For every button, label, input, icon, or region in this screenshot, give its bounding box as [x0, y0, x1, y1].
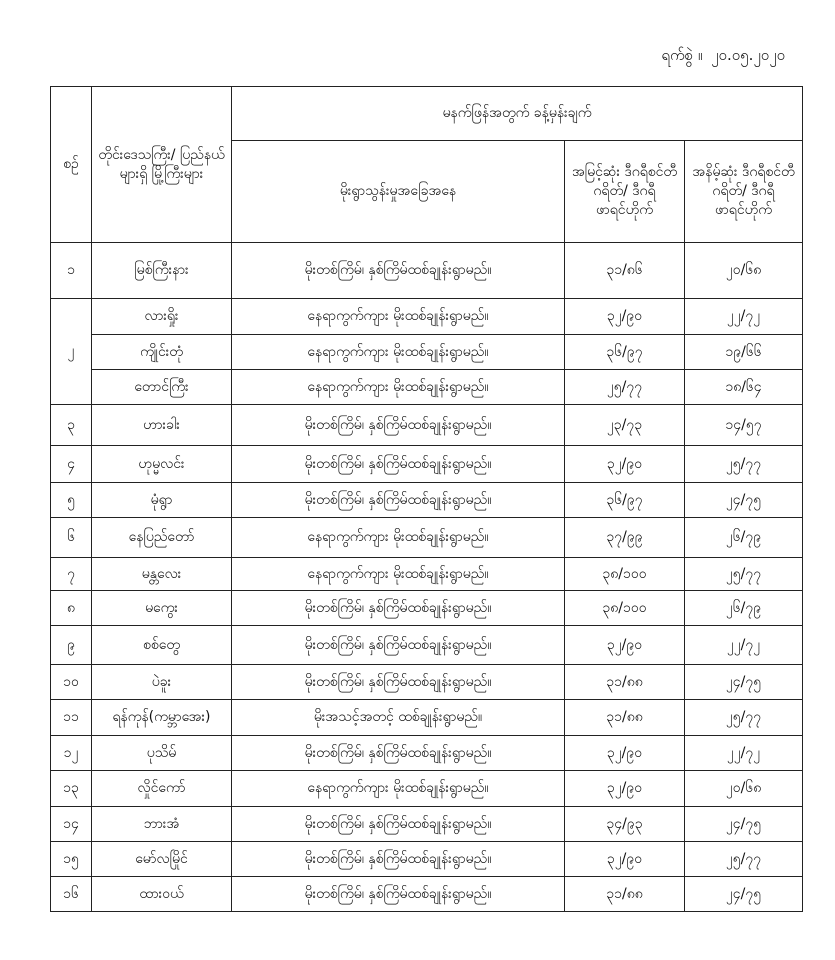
cell-city: ပဲခူး: [92, 665, 232, 700]
cell-min-temp: ၂၂/၇၂: [685, 736, 803, 771]
cell-city: တောင်ကြီး: [92, 370, 232, 405]
table-row: [51, 370, 803, 405]
cell-condition: မိုးတစ်ကြိမ်၊ နှစ်ကြိမ်ထစ်ချုန်းရွာမည်။: [232, 446, 565, 483]
cell-max-temp: ၃၄/၉၃: [565, 807, 685, 842]
cell-no: ၁၄: [51, 807, 92, 842]
table-row: [51, 299, 803, 335]
cell-condition: မိုးတစ်ကြိမ်၊ နှစ်ကြိမ်ထစ်ချုန်းရွာမည်။: [232, 842, 565, 877]
cell-condition: နေရာကွက်ကျား မိုးထစ်ချုန်းရွာမည်။: [232, 558, 565, 591]
table-row: [51, 877, 803, 912]
cell-min-temp: ၂၅/၇၇: [685, 842, 803, 877]
header-condition: မိုးရွာသွန်းမှုအခြေအနေ: [232, 141, 565, 243]
table-row: [51, 736, 803, 771]
cell-no: ၁၁: [51, 700, 92, 736]
cell-city: ဘားအံ: [92, 807, 232, 842]
cell-city: မကွေး: [92, 591, 232, 626]
cell-no: ၂: [51, 299, 92, 405]
cell-city: ထားဝယ်: [92, 877, 232, 912]
cell-max-temp: ၃၈/၁၀၀: [565, 591, 685, 626]
cell-city: နေပြည်တော်: [92, 518, 232, 558]
header-no: စဉ်: [51, 87, 92, 243]
cell-max-temp: ၃၁/၈၈: [565, 877, 685, 912]
cell-no: ၄: [51, 446, 92, 483]
cell-max-temp: ၃၇/၉၉: [565, 518, 685, 558]
cell-no: ၁၆: [51, 877, 92, 912]
cell-min-temp: ၂၄/၇၅: [685, 483, 803, 518]
cell-condition: နေရာကွက်ကျား မိုးထစ်ချုန်းရွာမည်။: [232, 771, 565, 807]
cell-max-temp: ၃၂/၉၀: [565, 736, 685, 771]
cell-max-temp: ၃၁/၈၈: [565, 665, 685, 700]
cell-condition: မိုးတစ်ကြိမ်၊ နှစ်ကြိမ်ထစ်ချုန်းရွာမည်။: [232, 243, 565, 299]
header-region: တိုင်းဒေသကြီး/ ပြည်နယ်များရှိ မြို့ကြီးများ: [92, 87, 232, 243]
cell-condition: နေရာကွက်ကျား မိုးထစ်ချုန်းရွာမည်။: [232, 335, 565, 370]
table-header: [51, 87, 803, 243]
cell-max-temp: ၃၁/၈၆: [565, 243, 685, 299]
cell-condition: မိုးတစ်ကြိမ်၊ နှစ်ကြိမ်ထစ်ချုန်းရွာမည်။: [232, 591, 565, 626]
table-body: [51, 243, 803, 912]
cell-max-temp: ၃၈/၁၀၀: [565, 558, 685, 591]
cell-no: ၉: [51, 626, 92, 665]
cell-condition: မိုးတစ်ကြိမ်၊ နှစ်ကြိမ်ထစ်ချုန်းရွာမည်။: [232, 665, 565, 700]
table-row: [51, 335, 803, 370]
cell-min-temp: ၂၄/၇၅: [685, 807, 803, 842]
cell-max-temp: ၃၂/၉၀: [565, 446, 685, 483]
cell-condition: နေရာကွက်ကျား မိုးထစ်ချုန်းရွာမည်။: [232, 370, 565, 405]
cell-max-temp: ၃၆/၉၇: [565, 483, 685, 518]
cell-no: ၁၃: [51, 771, 92, 807]
date-value: ၂၀.၀၅.၂၀၂၀: [711, 46, 785, 64]
cell-no: ၁၀: [51, 665, 92, 700]
cell-no: ၆: [51, 518, 92, 558]
cell-max-temp: ၃၂/၉၀: [565, 299, 685, 335]
table-row: [51, 665, 803, 700]
cell-min-temp: ၂၅/၇၇: [685, 700, 803, 736]
cell-city: မန္တလေး: [92, 558, 232, 591]
cell-city: ကျိုင်းတုံ: [92, 335, 232, 370]
cell-city: မော်လမြိုင်: [92, 842, 232, 877]
cell-no: ၁၅: [51, 842, 92, 877]
table-row: [51, 558, 803, 591]
cell-no: ၁၂: [51, 736, 92, 771]
cell-city: မုံရွာ: [92, 483, 232, 518]
table-row: [51, 446, 803, 483]
cell-condition: မိုးတစ်ကြိမ်၊ နှစ်ကြိမ်ထစ်ချုန်းရွာမည်။: [232, 483, 565, 518]
cell-no: ၁: [51, 243, 92, 299]
table-row: [51, 807, 803, 842]
cell-condition: မိုးတစ်ကြိမ်၊ နှစ်ကြိမ်ထစ်ချုန်းရွာမည်။: [232, 626, 565, 665]
table-row: [51, 591, 803, 626]
cell-condition: နေရာကွက်ကျား မိုးထစ်ချုန်းရွာမည်။: [232, 299, 565, 335]
cell-min-temp: ၂၄/၇၅: [685, 877, 803, 912]
cell-max-temp: ၃၂/၉၀: [565, 842, 685, 877]
cell-condition: မိုးတစ်ကြိမ်၊ နှစ်ကြိမ်ထစ်ချုန်းရွာမည်။: [232, 405, 565, 446]
cell-city: ပုသိမ်: [92, 736, 232, 771]
cell-max-temp: ၂၅/၇၇: [565, 370, 685, 405]
date-label: ရက်စွဲ ။: [661, 46, 703, 64]
cell-city: ရန်ကုန်(ကမ္ဘာအေး): [92, 700, 232, 736]
cell-no: ၇: [51, 558, 92, 591]
cell-city: မြစ်ကြီးနား: [92, 243, 232, 299]
table-row: [51, 626, 803, 665]
cell-min-temp: ၂၆/၇၉: [685, 518, 803, 558]
header-max-temp: အမြင့်ဆုံး ဒီဂရီစင်တီဂရိတ်/ ဒီဂရီဖာရင်ဟိုက်: [565, 141, 685, 243]
cell-condition: မိုးအသင့်အတင့် ထစ်ချုန်းရွာမည်။: [232, 700, 565, 736]
cell-min-temp: ၂၂/၇၂: [685, 299, 803, 335]
table-row: [51, 405, 803, 446]
cell-condition: နေရာကွက်ကျား မိုးထစ်ချုန်းရွာမည်။: [232, 518, 565, 558]
forecast-table: [50, 86, 803, 912]
cell-city: ဟားခါး: [92, 405, 232, 446]
cell-min-temp: ၂၀/၆၈: [685, 243, 803, 299]
date-line: [657, 46, 785, 68]
cell-min-temp: ၁၈/၆၄: [685, 370, 803, 405]
cell-min-temp: ၂၂/၇၂: [685, 626, 803, 665]
cell-city: လှိုင်ကော်: [92, 771, 232, 807]
cell-max-temp: ၃၂/၉၀: [565, 626, 685, 665]
cell-city: စစ်တွေ: [92, 626, 232, 665]
cell-condition: မိုးတစ်ကြိမ်၊ နှစ်ကြိမ်ထစ်ချုန်းရွာမည်။: [232, 807, 565, 842]
cell-no: ၈: [51, 591, 92, 626]
cell-max-temp: ၃၆/၉၇: [565, 335, 685, 370]
cell-min-temp: ၂၄/၇၅: [685, 665, 803, 700]
table-row: [51, 771, 803, 807]
cell-condition: မိုးတစ်ကြိမ်၊ နှစ်ကြိမ်ထစ်ချုန်းရွာမည်။: [232, 877, 565, 912]
cell-min-temp: ၂၅/၇၇: [685, 446, 803, 483]
cell-city: ဟုမ္မလင်း: [92, 446, 232, 483]
table-row: [51, 243, 803, 299]
cell-min-temp: ၁၉/၆၆: [685, 335, 803, 370]
cell-max-temp: ၃၁/၈၈: [565, 700, 685, 736]
table-row: [51, 842, 803, 877]
cell-city: လားရှိုး: [92, 299, 232, 335]
cell-no: ၃: [51, 405, 92, 446]
cell-no: ၅: [51, 483, 92, 518]
cell-condition: မိုးတစ်ကြိမ်၊ နှစ်ကြိမ်ထစ်ချုန်းရွာမည်။: [232, 736, 565, 771]
header-forecast-group: မနက်ဖြန်အတွက် ခန့်မှန်းချက်: [232, 87, 803, 141]
cell-max-temp: ၂၃/၇၃: [565, 405, 685, 446]
cell-min-temp: ၂၀/၆၈: [685, 771, 803, 807]
cell-min-temp: ၁၄/၅၇: [685, 405, 803, 446]
cell-min-temp: ၂၆/၇၉: [685, 591, 803, 626]
header-min-temp: အနိမ့်ဆုံး ဒီဂရီစင်တီဂရိတ်/ ဒီဂရီဖာရင်ဟိုက်: [685, 141, 803, 243]
cell-min-temp: ၂၅/၇၇: [685, 558, 803, 591]
table-row: [51, 518, 803, 558]
cell-max-temp: ၃၂/၉၀: [565, 771, 685, 807]
table-row: [51, 483, 803, 518]
table-row: [51, 700, 803, 736]
